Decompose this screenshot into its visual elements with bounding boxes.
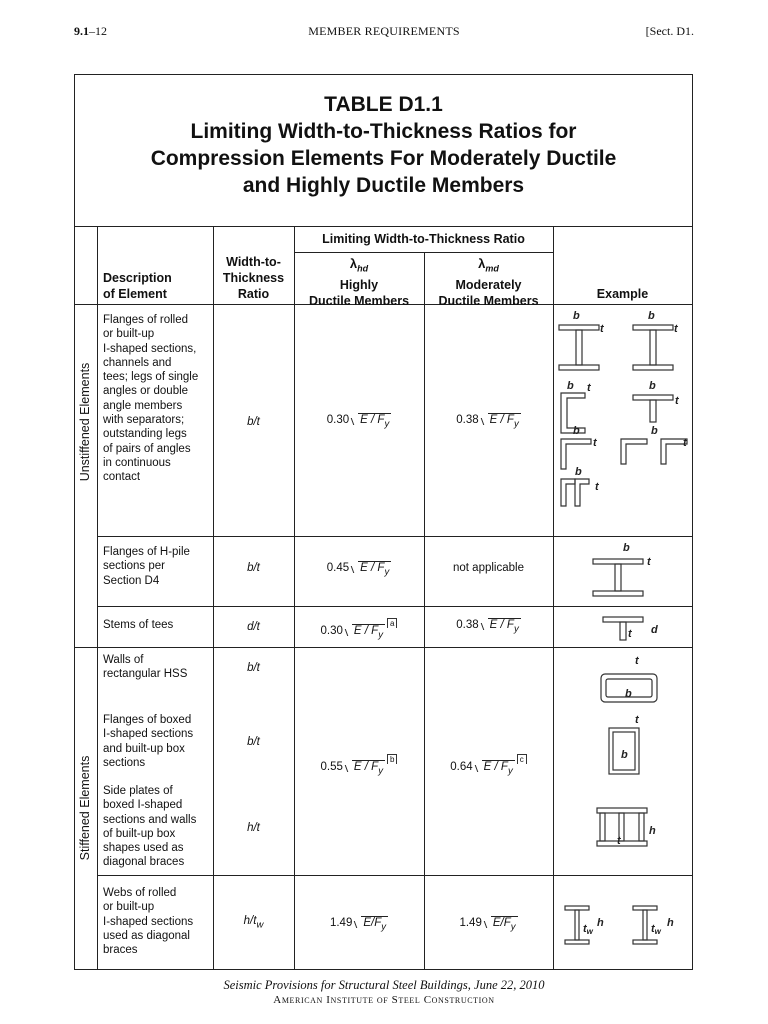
example-tee-stem-diagram bbox=[553, 607, 692, 647]
header-description: Description of Element bbox=[103, 271, 172, 301]
row2-md-text: not applicable bbox=[453, 562, 524, 574]
example-label-t: t bbox=[674, 323, 678, 335]
example-label-b: b bbox=[623, 542, 630, 554]
row2-hd-formula: 0.45 E / $F_y$ bbox=[294, 561, 424, 580]
header-limiting: Limiting Width-to-Thickness Ratio bbox=[322, 232, 525, 246]
row5-ratio: $h/t_w$ bbox=[243, 915, 264, 931]
example-label-t: t bbox=[675, 395, 679, 407]
example-label-t: t bbox=[635, 655, 639, 667]
row3-md-formula: 0.38 E / $F_y$ bbox=[424, 618, 553, 637]
row1-description: Flanges of rolled or built-up I-shaped sections, channels and tees; legs of single angles or double angle members with separators; outstanding legs of pairs of angles in continuous contact bbox=[103, 314, 199, 484]
table-title: TABLE D1.1 Limiting Width-to-Thickness Ratios for Compression Elements For Moderately Ductile and Highly Ductile Members bbox=[150, 93, 617, 197]
example-label-b: b bbox=[648, 310, 655, 322]
header-moderately-ductile: $\lambda_{md}$ Moderately Ductile Members bbox=[438, 256, 539, 308]
row3-hd-formula: 0.30 E / $F_ya$ bbox=[294, 618, 424, 643]
example-label-t: t bbox=[587, 382, 591, 394]
example-label-t: t bbox=[628, 628, 632, 640]
example-label-t: t bbox=[617, 835, 621, 847]
row4b-description: Flanges of boxed I-shaped sections and built-up box sections bbox=[103, 714, 194, 769]
row5-hd-formula: 1.49 $E/F_y$ bbox=[294, 916, 424, 935]
example-box-sections-diagram bbox=[553, 648, 692, 875]
row4-hd-formula: 0.55 E / $F_yb$ bbox=[294, 754, 424, 779]
example-label-b: b bbox=[625, 688, 632, 700]
example-label-t: t bbox=[647, 556, 651, 568]
footer-publisher: American Institute of Steel Construction bbox=[273, 994, 495, 1006]
row2-description: Flanges of H-pile sections per Section D4 bbox=[103, 546, 190, 587]
example-label-h: h bbox=[649, 825, 656, 837]
example-label-b: b bbox=[573, 310, 580, 322]
example-label-t: t bbox=[600, 323, 604, 335]
row4-md-formula: 0.64 E / $F_yc$ bbox=[424, 754, 553, 779]
row5-md-formula: 1.49 $E/F_y$ bbox=[424, 916, 553, 935]
example-label-b: b bbox=[573, 425, 580, 437]
example-label-b: b bbox=[567, 380, 574, 392]
example-label-b: b bbox=[621, 749, 628, 761]
header-highly-ductile: $\lambda_{hd}$ Highly Ductile Members bbox=[308, 256, 410, 308]
row3-description: Stems of tees bbox=[103, 619, 174, 631]
page-number: 9.1–12 bbox=[74, 24, 107, 38]
row3-ratio: d/t bbox=[247, 621, 260, 633]
row4a-ratio: b/t bbox=[247, 662, 260, 674]
section-ref: [Sect. D1. bbox=[645, 24, 694, 38]
row2-ratio: b/t bbox=[247, 562, 260, 574]
rule-group-col bbox=[97, 226, 98, 969]
rule-desc-col bbox=[213, 226, 214, 969]
example-label-b: b bbox=[649, 380, 656, 392]
header-ratio: Width-to- Thickness Ratio bbox=[222, 255, 285, 301]
example-label-tw: tw bbox=[651, 923, 661, 936]
example-web-diagram bbox=[553, 876, 692, 969]
group-stiffened: Stiffened Elements bbox=[78, 755, 92, 861]
example-label-h: h bbox=[667, 917, 674, 929]
running-title: MEMBER REQUIREMENTS bbox=[308, 24, 460, 38]
header-example: Example bbox=[596, 287, 649, 301]
rule-hd-col bbox=[424, 252, 425, 969]
row1-md-formula: 0.38 E / $F_y$ bbox=[424, 413, 553, 432]
footer-publication: Seismic Provisions for Structural Steel Buildings, June 22, 2010 bbox=[223, 978, 545, 992]
example-label-t: t bbox=[595, 481, 599, 493]
rule-ratio-col bbox=[294, 226, 295, 969]
example-label-d: d bbox=[651, 624, 658, 636]
row4b-ratio: b/t bbox=[247, 736, 260, 748]
example-label-t: t bbox=[593, 437, 597, 449]
row4c-description: Side plates of boxed I-shaped sections and walls of built-up box shapes used as diagonal braces bbox=[103, 785, 197, 869]
group-unstiffened: Unstiffened Elements bbox=[78, 362, 92, 482]
table-d1-1 bbox=[74, 74, 693, 970]
example-label-b: b bbox=[575, 466, 582, 478]
row5-description: Webs of rolled or built-up I-shaped sections used as diagonal braces bbox=[103, 887, 194, 957]
rule-title-bottom bbox=[75, 226, 692, 227]
example-label-h: h bbox=[597, 917, 604, 929]
example-label-t: t bbox=[683, 437, 687, 449]
row1-hd-formula: 0.30 E / $F_y$ bbox=[294, 413, 424, 432]
row4a-description: Walls of rectangular HSS bbox=[103, 654, 188, 681]
example-label-t: t bbox=[635, 714, 639, 726]
example-label-tw: tw bbox=[583, 923, 593, 936]
row4c-ratio: h/t bbox=[247, 822, 260, 834]
example-unstiffened-sections-diagram bbox=[553, 307, 692, 536]
running-header bbox=[74, 24, 694, 42]
example-h-pile-diagram bbox=[553, 537, 692, 606]
row1-ratio: b/t bbox=[247, 416, 260, 428]
example-label-b: b bbox=[651, 425, 658, 437]
